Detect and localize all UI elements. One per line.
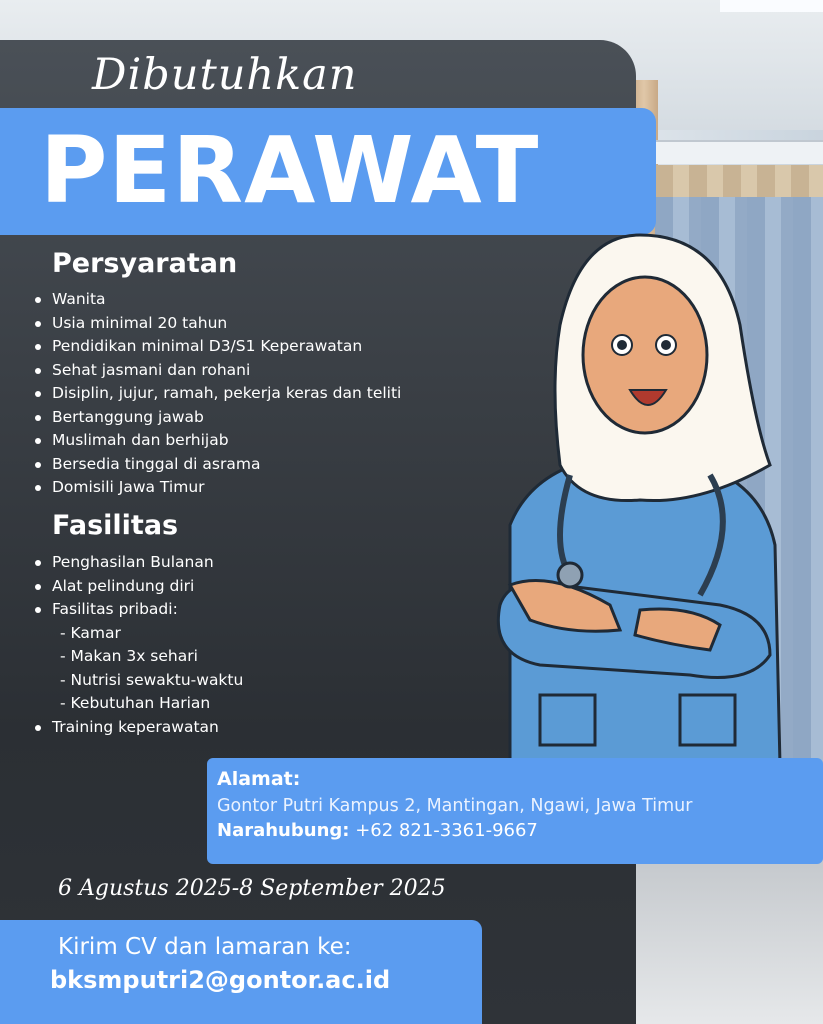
list-subitem: - Nutrisi sewaktu-waktu bbox=[60, 670, 244, 689]
address-text: Gontor Putri Kampus 2, Mantingan, Ngawi, Jawa Timur bbox=[217, 796, 693, 816]
list-item: Penghasilan Bulanan bbox=[28, 551, 243, 575]
contact-label: Narahubung: bbox=[217, 820, 350, 841]
list-subitem: - Makan 3x sehari bbox=[60, 647, 198, 665]
phone-number: +62 821-3361-9667 bbox=[355, 820, 538, 841]
requirements-list bbox=[28, 288, 401, 500]
list-item: Fasilitas pribadi: bbox=[28, 598, 243, 622]
list-item: Wanita bbox=[28, 288, 401, 312]
subtitle: Dibutuhkan bbox=[92, 50, 358, 100]
list-item: Pendidikan minimal D3/S1 Keperawatan bbox=[28, 335, 401, 359]
list-item: Bertanggung jawab bbox=[28, 406, 401, 430]
list-subitem: - Kamar bbox=[60, 623, 121, 642]
apply-email[interactable]: bksmputri2@gontor.ac.id bbox=[50, 966, 391, 994]
requirements-heading: Persyaratan bbox=[52, 248, 238, 279]
page-title: PERAWAT bbox=[40, 117, 540, 224]
contact-line bbox=[217, 820, 538, 841]
address-label: Alamat: bbox=[217, 768, 301, 790]
apply-label: Kirim CV dan lamaran ke: bbox=[58, 934, 352, 960]
list-item: Usia minimal 20 tahun bbox=[28, 312, 401, 336]
ceiling-light bbox=[720, 0, 823, 12]
facilities-list bbox=[28, 551, 243, 739]
floor bbox=[620, 860, 823, 1024]
list-item: Training keperawatan bbox=[28, 716, 243, 740]
list-item: Alat pelindung diri bbox=[28, 575, 243, 599]
curtain-top-band bbox=[655, 165, 823, 197]
list-item: Bersedia tinggal di asrama bbox=[28, 453, 401, 477]
date-range: 6 Agustus 2025-8 September 2025 bbox=[58, 876, 446, 901]
list-item: Muslimah dan berhijab bbox=[28, 429, 401, 453]
facilities-heading: Fasilitas bbox=[52, 510, 179, 541]
list-subitem: - Kebutuhan Harian bbox=[60, 694, 211, 712]
nurse-illustration bbox=[470, 225, 800, 765]
curtain-rail bbox=[640, 140, 823, 164]
list-item: Disiplin, jujur, ramah, pekerja keras dan teliti bbox=[28, 382, 401, 406]
list-item: Domisili Jawa Timur bbox=[28, 476, 401, 500]
list-item: Sehat jasmani dan rohani bbox=[28, 359, 401, 383]
